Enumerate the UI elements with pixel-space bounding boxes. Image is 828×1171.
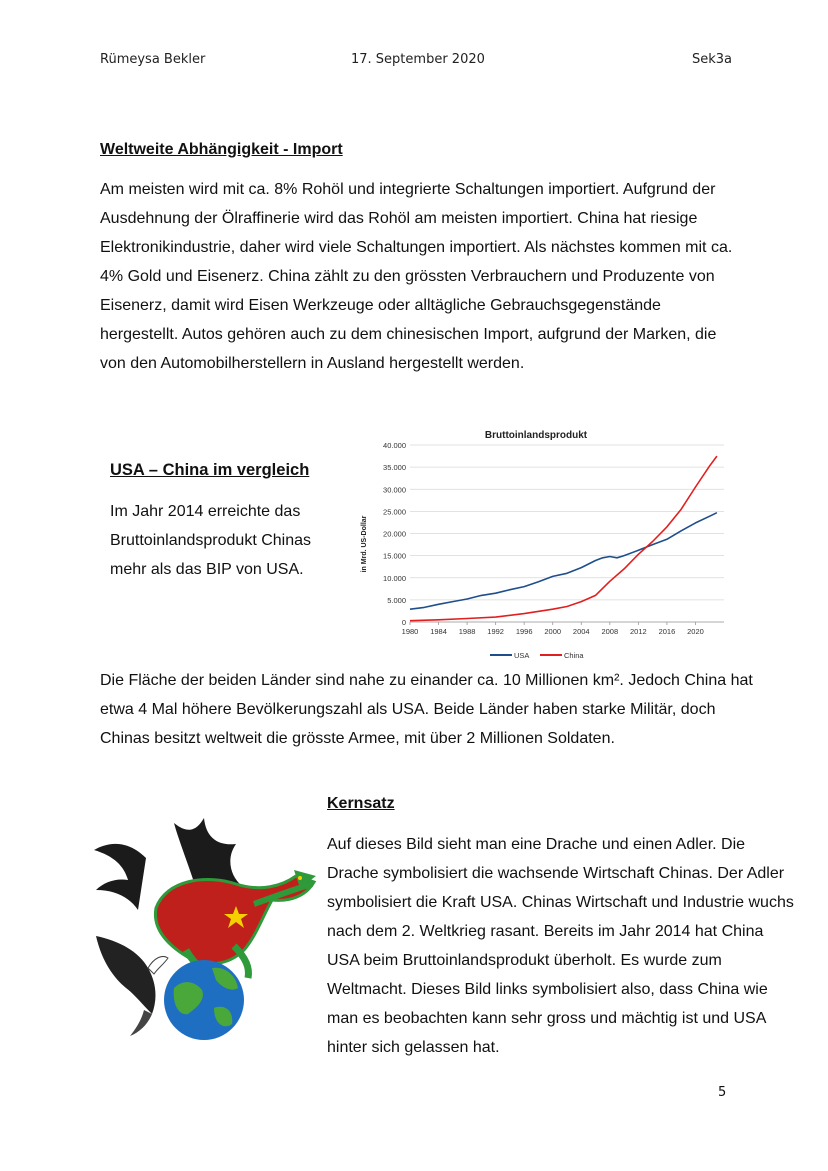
page-number: 5 — [718, 1085, 727, 1100]
import-paragraph: Am meisten wird mit ca. 8% Rohöl und integrierte Schaltungen importiert. Aufgrund der Ausdehnung der Ölraffinerie wird das Rohöl am meisten importiert. China hat riesige Elektronikindustrie, daher wird viele Schaltungen importiert. Als nächstes kommen mit ca. 4% Gold und Eisenerz. China zählt zu den grössten Verbrauchern und Produzente von Eisenerz, damit wird Eisen Werkzeuge oder alltägliche Gebrauchsgegenstände hergestellt. Autos gehören auch zu dem chinesischen Import, aufgrund der Marken, die von den Automobilherstellern in Ausland hergestellt werden. — [100, 181, 733, 372]
comparison-heading: USA – China im vergleich — [110, 461, 310, 479]
y-tick-label: 25.000 — [383, 507, 406, 517]
chart-axes — [383, 441, 724, 636]
x-tick-label: 1980 — [401, 627, 419, 636]
dragon-wing-back — [94, 844, 146, 910]
chart-title: Bruttoinlandsprodukt — [484, 430, 588, 441]
y-tick-label: 20.000 — [383, 529, 406, 539]
area-population-paragraph: Die Fläche der beiden Länder sind nahe zu einander ca. 10 Millionen km². Jedoch China hat etwa 4 Mal höhere Bevölkerungszahl als USA. Beide Länder haben starke Militär, doch Chinas besitzt weltweit die grösste Armee, mit über 2 Millionen Soldaten. — [100, 672, 753, 747]
chart-series — [410, 456, 717, 621]
x-tick-label: 2016 — [658, 627, 676, 636]
globe-icon — [164, 960, 244, 1040]
dragon-eagle-illustration — [86, 818, 318, 1040]
y-tick-label: 15.000 — [383, 551, 406, 561]
y-tick-label: 5.000 — [387, 595, 406, 605]
legend-label-china: China — [564, 651, 584, 660]
x-tick-label: 1996 — [515, 627, 533, 636]
header-date: 17. September 2020 — [351, 52, 485, 67]
x-tick-label: 1988 — [458, 627, 476, 636]
y-tick-label: 30.000 — [383, 485, 406, 495]
comparison-paragraph: Im Jahr 2014 erreichte das Bruttoinlandsprodukt Chinas mehr als das BIP von USA. — [110, 503, 312, 578]
import-heading: Weltweite Abhängigkeit - Import — [100, 141, 343, 158]
kernsatz-heading: Kernsatz — [327, 795, 395, 812]
header-class: Sek3a — [692, 52, 733, 67]
series-line-china — [410, 456, 717, 621]
y-tick-label: 40.000 — [383, 441, 406, 450]
kernsatz-paragraph: Auf dieses Bild sieht man eine Drache und einen Adler. Die Drache symbolisiert die wachsende Wirtschaft Chinas. Der Adler symbolisiert die Kraft USA. Chinas Wirtschaft und Industrie wuchs nach dem 2. Weltkrieg rasant. Bereits im Jahr 2014 hat China USA beim Bruttoinlandsprodukt überholt. Es wurde zum Weltmacht. Dieses Bild links symbolisiert also, dass China wie man es beobachten kann sehr gross und mächtig ist und USA hinter sich gelassen hat. — [327, 836, 794, 1056]
y-tick-label: 0 — [401, 618, 406, 627]
gdp-line-chart — [352, 424, 732, 668]
y-tick-label: 10.000 — [383, 573, 406, 583]
eagle-icon — [96, 936, 168, 1036]
x-tick-label: 2020 — [687, 627, 704, 636]
chart-legend — [490, 651, 584, 660]
x-tick-label: 2008 — [601, 627, 619, 636]
x-tick-label: 2000 — [544, 627, 562, 636]
x-tick-label: 2012 — [630, 627, 647, 636]
x-tick-label: 1992 — [487, 627, 504, 636]
x-tick-label: 1984 — [430, 627, 447, 636]
header-author: Rümeysa Bekler — [100, 52, 206, 67]
chart-y-axis-label: in Mrd. US-Dollar — [361, 515, 368, 573]
x-tick-label: 2004 — [572, 627, 590, 636]
y-tick-label: 35.000 — [383, 463, 406, 473]
series-line-usa — [410, 513, 717, 610]
legend-label-usa: USA — [514, 651, 530, 660]
